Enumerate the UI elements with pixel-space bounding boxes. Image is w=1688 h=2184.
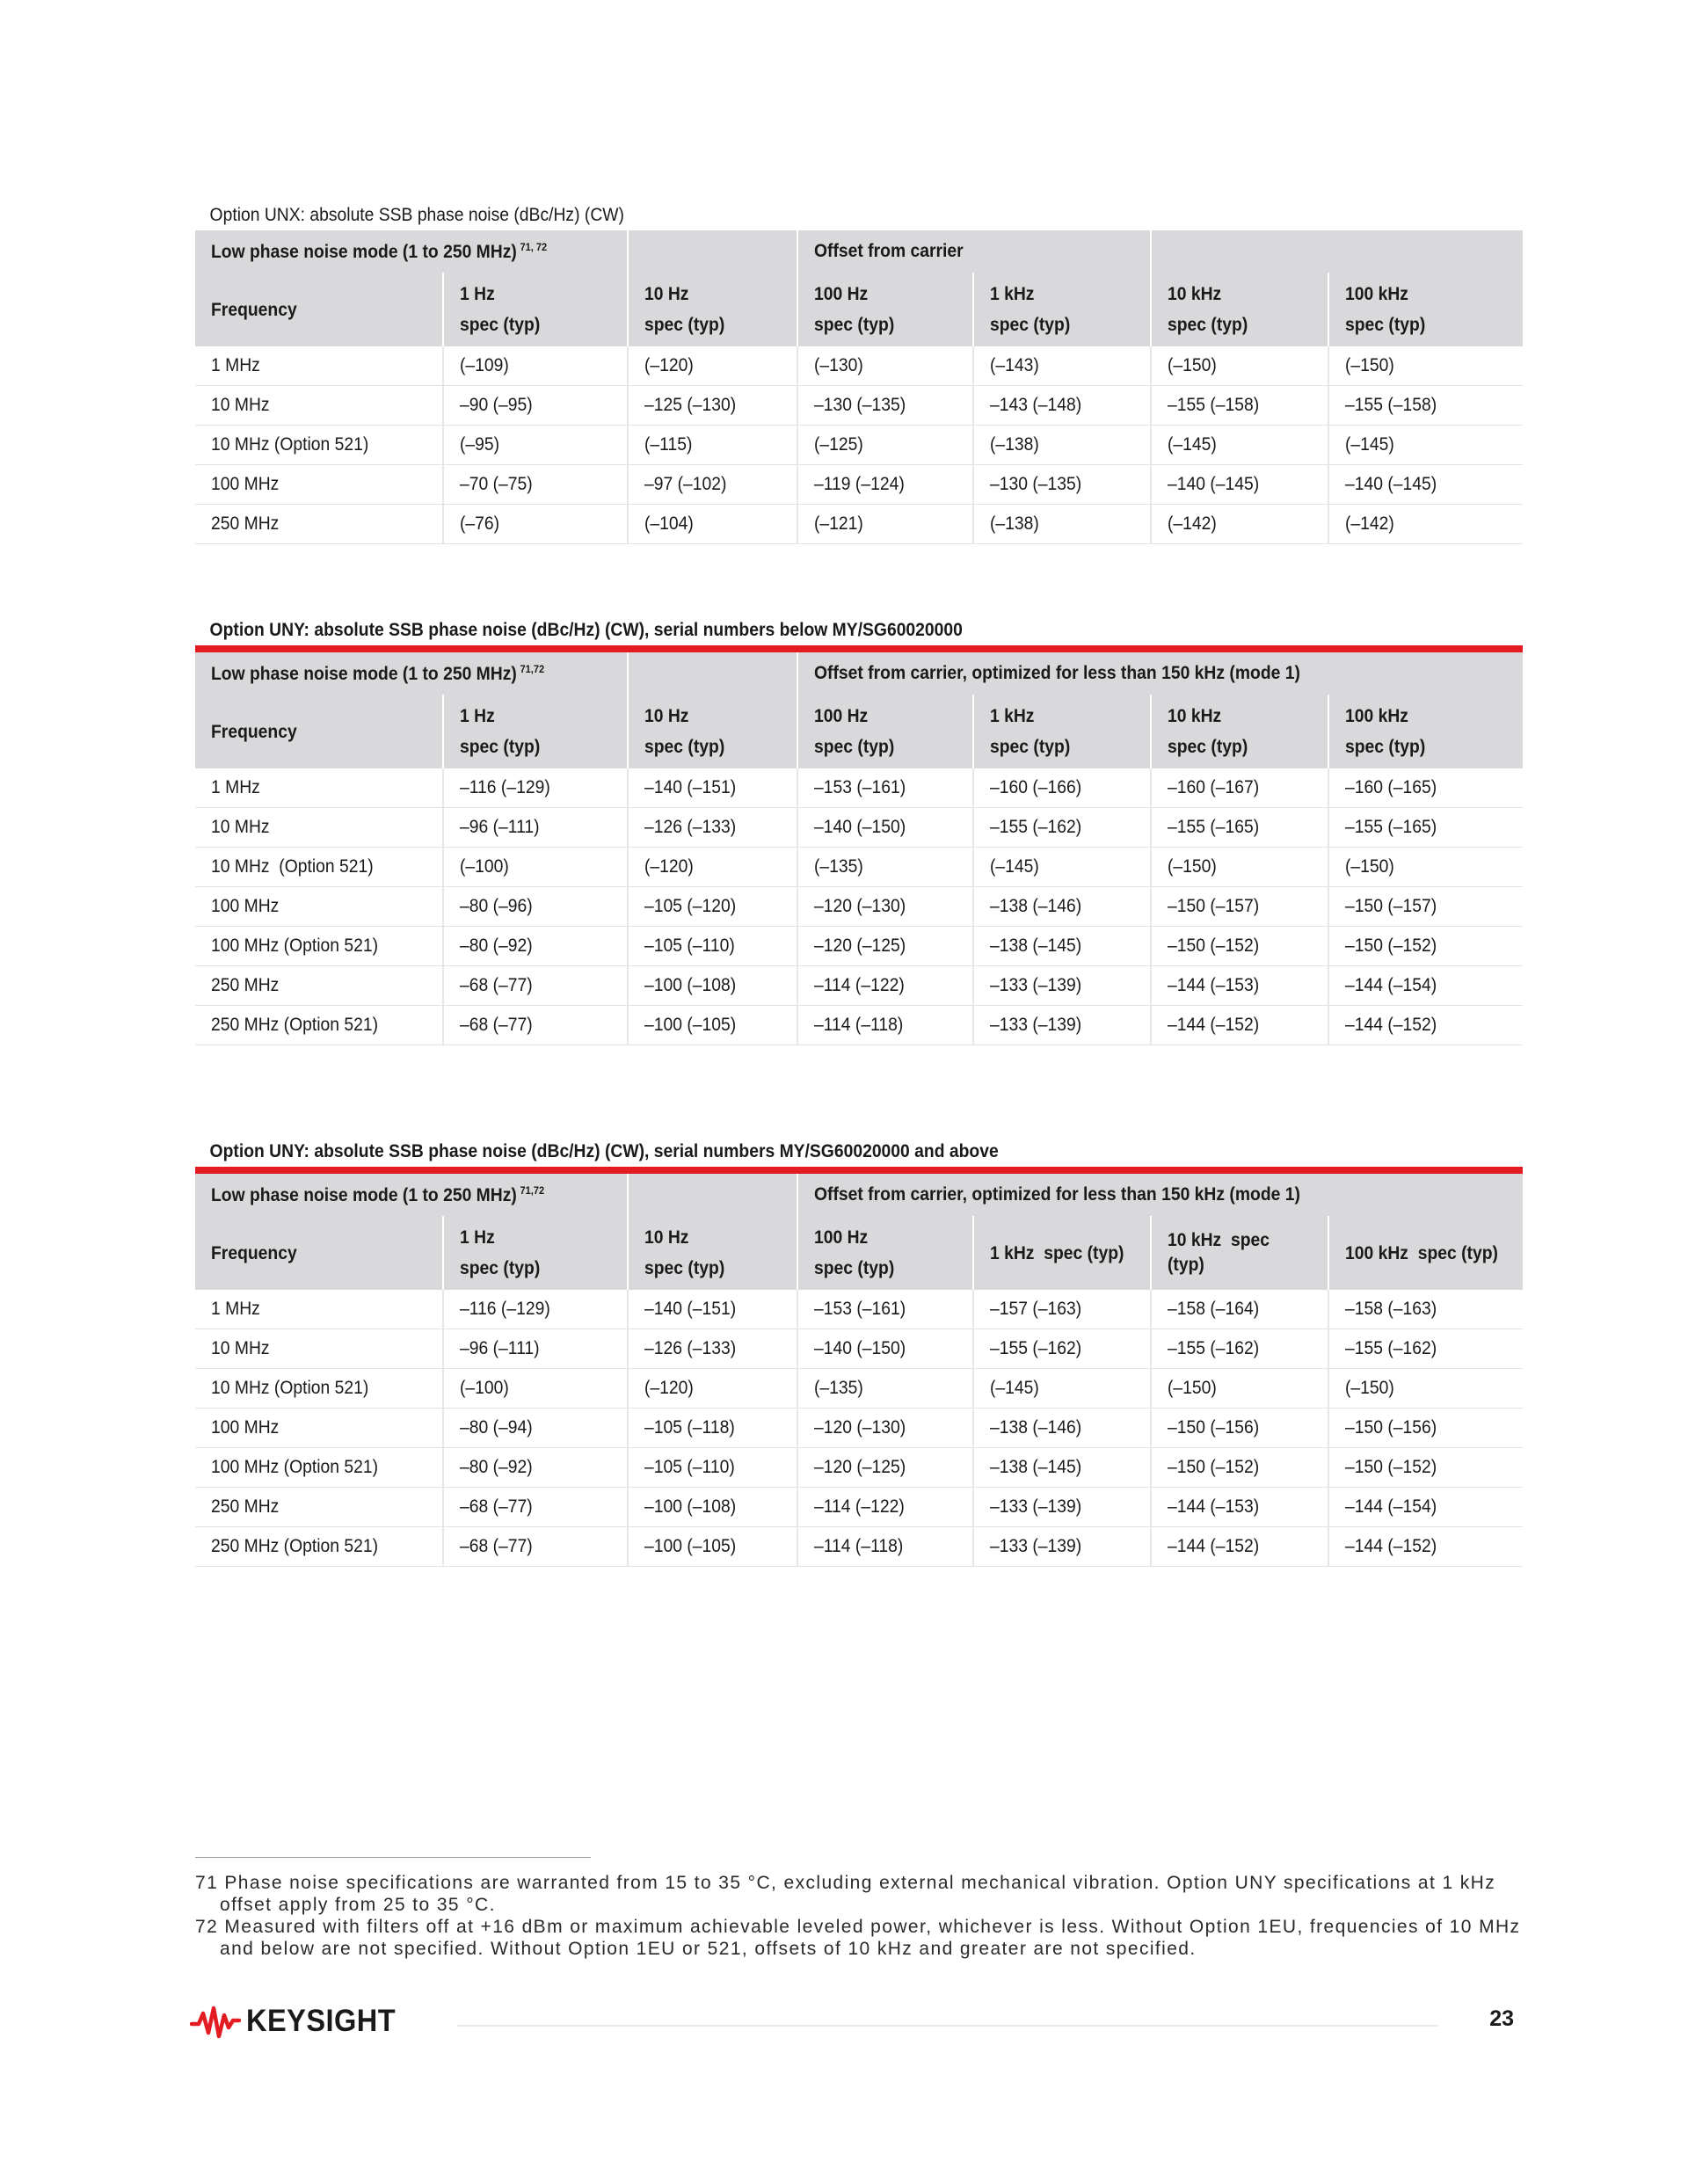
value-cell: –153 (–161) — [814, 1299, 906, 1319]
phase-noise-table — [195, 230, 1523, 544]
column-header: 100 Hz — [814, 1227, 869, 1248]
value-cell: –105 (–120) — [644, 896, 737, 916]
column-header: 100 Hz — [814, 284, 869, 304]
value-cell: –157 (–163) — [990, 1299, 1082, 1319]
offset-label: Offset from carrier, optimized for less than 150 kHz (mode 1) — [814, 1184, 1300, 1205]
red-rule — [195, 1167, 1523, 1174]
value-cell: –150 (–156) — [1168, 1417, 1260, 1438]
column-header: 1 kHz — [990, 706, 1035, 726]
table-row — [195, 1527, 1523, 1567]
value-cell: –114 (–122) — [814, 975, 905, 995]
value-cell: –150 (–156) — [1345, 1417, 1437, 1438]
table-row — [195, 386, 1523, 426]
value-cell: (–115) — [644, 434, 693, 455]
value-cell: –126 (–133) — [644, 1338, 737, 1358]
value-cell: –68 (–77) — [460, 1496, 533, 1517]
column-subheader: spec (typ) — [1168, 315, 1248, 335]
column-header: 1 kHz — [990, 284, 1035, 304]
value-cell: (–130) — [814, 355, 863, 375]
value-cell: –120 (–130) — [814, 896, 906, 916]
value-cell: –114 (–118) — [814, 1536, 904, 1556]
value-cell: (–120) — [644, 856, 694, 877]
value-cell: (–100) — [460, 1378, 509, 1398]
column-subheader: spec (typ) — [1345, 737, 1426, 757]
value-cell: –130 (–135) — [814, 395, 906, 415]
table-block-uny-below — [195, 615, 1523, 1045]
value-cell: (–121) — [814, 513, 863, 534]
value-cell: (–135) — [814, 1378, 863, 1398]
value-cell: –144 (–153) — [1168, 1496, 1260, 1517]
value-cell: –144 (–152) — [1168, 1015, 1260, 1035]
value-cell: –140 (–150) — [814, 1338, 906, 1358]
value-cell: (–145) — [990, 856, 1039, 877]
value-cell: –155 (–162) — [990, 1338, 1082, 1358]
value-cell: –144 (–153) — [1168, 975, 1260, 995]
value-cell: (–120) — [644, 355, 694, 375]
value-cell: (–120) — [644, 1378, 694, 1398]
table-row — [195, 426, 1523, 465]
frequency-cell: 10 MHz — [211, 395, 270, 415]
value-cell: –150 (–152) — [1168, 935, 1260, 956]
frequency-cell: 10 MHz (Option 521) — [211, 434, 369, 455]
mode-label: Low phase noise mode (1 to 250 MHz) — [211, 241, 517, 262]
value-cell: –155 (–158) — [1345, 395, 1437, 415]
value-cell: –144 (–152) — [1168, 1536, 1260, 1556]
column-header: 1 kHz spec (typ) — [990, 1242, 1124, 1263]
value-cell: (–150) — [1345, 856, 1394, 877]
table-row — [195, 1369, 1523, 1409]
frequency-cell: 10 MHz — [211, 1338, 270, 1358]
offset-label: Offset from carrier, optimized for less than 150 kHz (mode 1) — [814, 663, 1300, 683]
column-header: 1 Hz — [460, 1227, 495, 1248]
page-number: 23 — [1489, 2006, 1514, 2031]
value-cell: –140 (–145) — [1345, 474, 1437, 494]
value-cell: (–145) — [990, 1378, 1039, 1398]
column-header: 100 Hz — [814, 706, 869, 726]
value-cell: –143 (–148) — [990, 395, 1082, 415]
column-subheader: spec (typ) — [644, 315, 725, 335]
column-subheader: spec (typ) — [460, 737, 541, 757]
frequency-cell: 1 MHz — [211, 777, 260, 797]
value-cell: –68 (–77) — [460, 975, 533, 995]
frequency-cell: 100 MHz (Option 521) — [211, 1457, 379, 1477]
mode-label: Low phase noise mode (1 to 250 MHz) — [211, 1184, 517, 1205]
column-header: 10 kHz — [1168, 706, 1222, 726]
column-header: 100 kHz — [1345, 284, 1408, 304]
frequency-header: Frequency — [211, 1242, 297, 1263]
frequency-cell: 250 MHz — [211, 1496, 280, 1517]
frequency-header: Frequency — [211, 299, 297, 320]
value-cell: –114 (–118) — [814, 1015, 904, 1035]
value-cell: –150 (–152) — [1345, 1457, 1437, 1477]
value-cell: –158 (–163) — [1345, 1299, 1437, 1319]
column-subheader: spec (typ) — [1168, 737, 1248, 757]
value-cell: –160 (–167) — [1168, 777, 1260, 797]
value-cell: –155 (–162) — [1168, 1338, 1260, 1358]
column-header: 100 kHz — [1345, 706, 1408, 726]
value-cell: –144 (–154) — [1345, 1496, 1437, 1517]
table-block-uny-above — [195, 1137, 1523, 1567]
column-subheader: spec (typ) — [644, 1258, 725, 1278]
value-cell: –130 (–135) — [990, 474, 1082, 494]
table-row — [195, 966, 1523, 1006]
frequency-cell: 1 MHz — [211, 355, 260, 375]
value-cell: (–104) — [644, 513, 694, 534]
table-row — [195, 848, 1523, 887]
value-cell: –144 (–152) — [1345, 1536, 1437, 1556]
value-cell: –119 (–124) — [814, 474, 905, 494]
value-cell: –144 (–152) — [1345, 1015, 1437, 1035]
frequency-cell: 100 MHz — [211, 474, 280, 494]
column-header: 10 Hz — [644, 1227, 689, 1248]
column-subheader: spec (typ) — [1345, 315, 1426, 335]
value-cell: –105 (–118) — [644, 1417, 735, 1438]
column-subheader: spec (typ) — [644, 737, 725, 757]
column-header: 10 kHz — [1168, 284, 1222, 304]
value-cell: –120 (–125) — [814, 935, 906, 956]
value-cell: –155 (–165) — [1345, 817, 1437, 837]
value-cell: (–150) — [1168, 856, 1217, 877]
footnote-ref: 71,72 — [520, 662, 545, 675]
value-cell: (–150) — [1168, 355, 1217, 375]
value-cell: –158 (–164) — [1168, 1299, 1260, 1319]
column-subheader: spec (typ) — [814, 315, 895, 335]
value-cell: –153 (–161) — [814, 777, 906, 797]
value-cell: –155 (–162) — [1345, 1338, 1437, 1358]
frequency-cell: 10 MHz — [211, 817, 270, 837]
value-cell: (–125) — [814, 434, 863, 455]
table-row — [195, 887, 1523, 927]
brand-name: KEYSIGHT — [246, 2004, 397, 2038]
value-cell: (–145) — [1168, 434, 1217, 455]
red-rule — [195, 645, 1523, 652]
frequency-cell: 250 MHz (Option 521) — [211, 1536, 379, 1556]
frequency-cell: 100 MHz (Option 521) — [211, 935, 379, 956]
column-header: 10 kHz spec — [1168, 1230, 1270, 1250]
value-cell: –155 (–158) — [1168, 395, 1260, 415]
table-row — [195, 1448, 1523, 1488]
table-row — [195, 1006, 1523, 1045]
table-row — [195, 1290, 1523, 1329]
table-row — [195, 768, 1523, 808]
value-cell: –125 (–130) — [644, 395, 737, 415]
mode-label: Low phase noise mode (1 to 250 MHz) — [211, 663, 517, 684]
column-header: 10 Hz — [644, 284, 689, 304]
table-row — [195, 465, 1523, 505]
column-subheader: spec (typ) — [990, 315, 1071, 335]
value-cell: (–150) — [1345, 355, 1394, 375]
value-cell: –138 (–146) — [990, 896, 1082, 916]
value-cell: –70 (–75) — [460, 474, 533, 494]
value-cell: –140 (–150) — [814, 817, 906, 837]
footnote-ref: 71, 72 — [520, 240, 548, 253]
table-caption: Option UNY: absolute SSB phase noise (dBc/Hz) (CW), serial numbers MY/SG60020000 and above — [209, 1141, 999, 1161]
value-cell: –80 (–96) — [460, 896, 533, 916]
table-caption: Option UNX: absolute SSB phase noise (dBc/Hz) (CW) — [209, 205, 624, 225]
value-cell: –140 (–151) — [644, 777, 737, 797]
value-cell: –138 (–145) — [990, 1457, 1082, 1477]
table-row — [195, 808, 1523, 848]
table-row — [195, 1488, 1523, 1527]
value-cell: (–135) — [814, 856, 863, 877]
footnote-ref: 71,72 — [520, 1183, 545, 1197]
value-cell: –105 (–110) — [644, 1457, 735, 1477]
keysight-wave-icon — [190, 2003, 241, 2040]
frequency-cell: 250 MHz — [211, 975, 280, 995]
value-cell: –144 (–154) — [1345, 975, 1437, 995]
value-cell: (–138) — [990, 513, 1039, 534]
footnote-divider — [195, 1857, 591, 1858]
offset-label: Offset from carrier — [814, 241, 964, 261]
table-caption: Option UNY: absolute SSB phase noise (dBc/Hz) (CW), serial numbers below MY/SG60020000 — [209, 620, 963, 640]
column-subheader: spec (typ) — [990, 737, 1071, 757]
value-cell: (–100) — [460, 856, 509, 877]
value-cell: (–145) — [1345, 434, 1394, 455]
value-cell: –140 (–145) — [1168, 474, 1260, 494]
value-cell: (–142) — [1345, 513, 1394, 534]
value-cell: –155 (–162) — [990, 817, 1082, 837]
phase-noise-table — [195, 1174, 1523, 1567]
value-cell: –126 (–133) — [644, 817, 737, 837]
frequency-cell: 250 MHz (Option 521) — [211, 1015, 379, 1035]
value-cell: –150 (–157) — [1168, 896, 1260, 916]
value-cell: –150 (–152) — [1345, 935, 1437, 956]
value-cell: (–150) — [1345, 1378, 1394, 1398]
value-cell: –160 (–165) — [1345, 777, 1437, 797]
value-cell: –97 (–102) — [644, 474, 727, 494]
footnote-71: 71 Phase noise specifications are warranted from 15 to 35 °C, excluding external mechanical vibration. Option UNY specifications at 1 kHz offset apply from 25 to 35 °C. — [195, 1873, 1496, 1915]
value-cell: –116 (–129) — [460, 1299, 550, 1319]
value-cell: –133 (–139) — [990, 1496, 1082, 1517]
value-cell: –100 (–108) — [644, 1496, 737, 1517]
phase-noise-table — [195, 652, 1523, 1045]
value-cell: –90 (–95) — [460, 395, 533, 415]
footer-divider — [457, 2025, 1437, 2027]
frequency-cell: 100 MHz — [211, 896, 280, 916]
keysight-logo — [190, 2003, 407, 2040]
value-cell: –138 (–145) — [990, 935, 1082, 956]
value-cell: –120 (–125) — [814, 1457, 906, 1477]
frequency-cell: 10 MHz (Option 521) — [211, 856, 374, 877]
value-cell: –96 (–111) — [460, 1338, 540, 1358]
frequency-header: Frequency — [211, 721, 297, 742]
column-header: 1 Hz — [460, 706, 495, 726]
value-cell: –105 (–110) — [644, 935, 735, 956]
column-header: 100 kHz spec (typ) — [1345, 1242, 1498, 1263]
value-cell: (–76) — [460, 513, 500, 534]
value-cell: –133 (–139) — [990, 1536, 1082, 1556]
value-cell: –133 (–139) — [990, 975, 1082, 995]
column-subheader: spec (typ) — [814, 1258, 895, 1278]
value-cell: (–138) — [990, 434, 1039, 455]
value-cell: –150 (–157) — [1345, 896, 1437, 916]
value-cell: –80 (–92) — [460, 935, 533, 956]
value-cell: (–143) — [990, 355, 1039, 375]
value-cell: –140 (–151) — [644, 1299, 737, 1319]
value-cell: –100 (–105) — [644, 1536, 737, 1556]
value-cell: (–95) — [460, 434, 500, 455]
value-cell: –133 (–139) — [990, 1015, 1082, 1035]
value-cell: –96 (–111) — [460, 817, 540, 837]
table-row — [195, 505, 1523, 544]
value-cell: –150 (–152) — [1168, 1457, 1260, 1477]
value-cell: (–109) — [460, 355, 509, 375]
value-cell: –100 (–108) — [644, 975, 737, 995]
value-cell: –155 (–165) — [1168, 817, 1260, 837]
value-cell: –100 (–105) — [644, 1015, 737, 1035]
frequency-cell: 250 MHz — [211, 513, 280, 534]
value-cell: –80 (–94) — [460, 1417, 533, 1438]
column-header: 10 Hz — [644, 706, 689, 726]
column-subheader: spec (typ) — [814, 737, 895, 757]
table-row — [195, 927, 1523, 966]
frequency-cell: 10 MHz (Option 521) — [211, 1378, 369, 1398]
value-cell: –116 (–129) — [460, 777, 550, 797]
frequency-cell: 100 MHz — [211, 1417, 280, 1438]
value-cell: (–142) — [1168, 513, 1217, 534]
value-cell: –138 (–146) — [990, 1417, 1082, 1438]
value-cell: –68 (–77) — [460, 1015, 533, 1035]
value-cell: –160 (–166) — [990, 777, 1082, 797]
value-cell: –114 (–122) — [814, 1496, 905, 1517]
table-row — [195, 1329, 1523, 1369]
table-row — [195, 1409, 1523, 1448]
frequency-cell: 1 MHz — [211, 1299, 260, 1319]
column-subheader: spec (typ) — [460, 315, 541, 335]
table-block-unx — [195, 200, 1523, 544]
column-header: 1 Hz — [460, 284, 495, 304]
table-row — [195, 346, 1523, 386]
column-subheader: (typ) — [1168, 1255, 1204, 1275]
value-cell: –68 (–77) — [460, 1536, 533, 1556]
footnote-72: 72 Measured with filters off at +16 dBm or maximum achievable leveled power, whichever is less. Without Option 1EU, frequencies of 10 MHz and below are not specified. Without Option 1EU or 521, offsets of 10 kHz and greater are not specified. — [195, 1917, 1521, 1959]
value-cell: (–150) — [1168, 1378, 1217, 1398]
column-subheader: spec (typ) — [460, 1258, 541, 1278]
value-cell: –120 (–130) — [814, 1417, 906, 1438]
value-cell: –80 (–92) — [460, 1457, 533, 1477]
